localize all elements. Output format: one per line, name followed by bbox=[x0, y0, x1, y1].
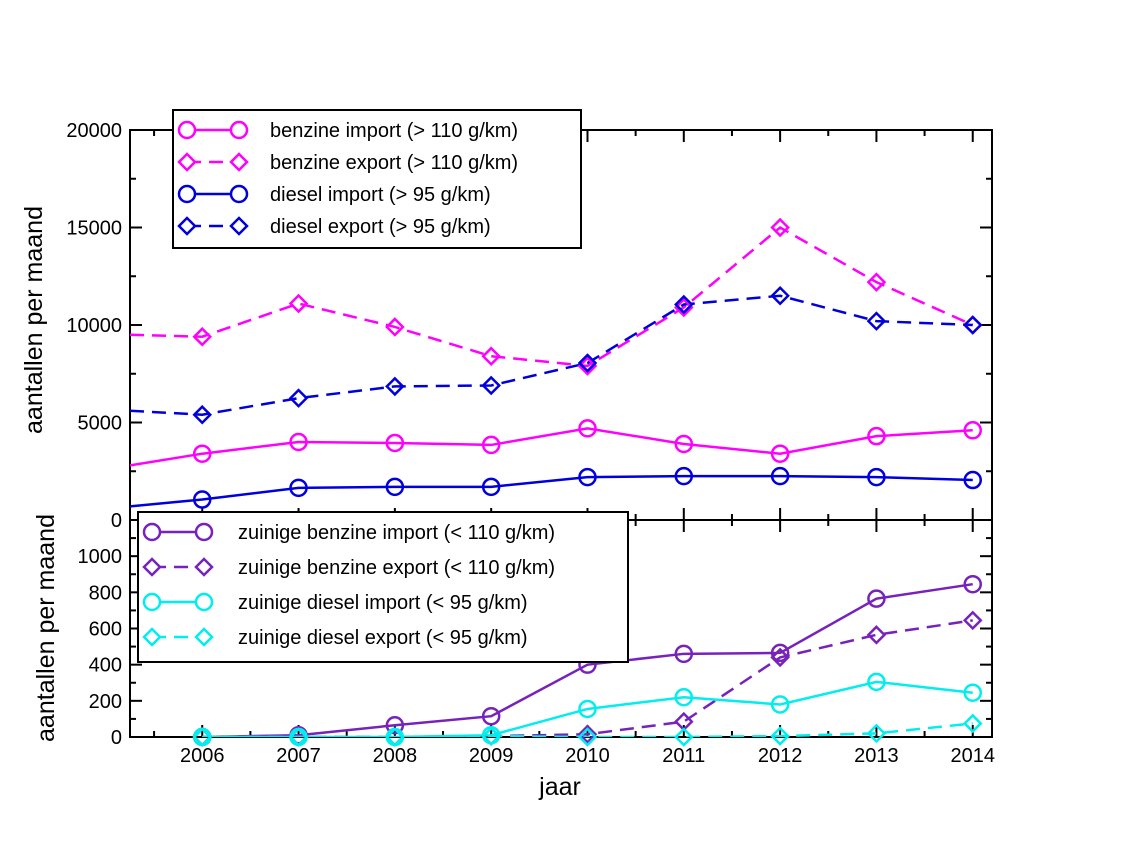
bottom-panel bbox=[78, 512, 995, 767]
top-y-tick-label: 10000 bbox=[66, 315, 122, 337]
top-legend-label: benzine export (> 110 g/km) bbox=[270, 152, 519, 174]
bottom-legend-marker bbox=[196, 594, 212, 610]
x-tick-label: 2008 bbox=[372, 745, 418, 767]
bottom-y-axis-label: aantallen per maand bbox=[32, 514, 60, 742]
top-legend-marker bbox=[231, 122, 247, 138]
bottom-y-tick-label: 400 bbox=[88, 654, 122, 677]
x-tick-label: 2011 bbox=[662, 745, 706, 767]
top-point-diamond bbox=[291, 296, 307, 312]
bottom-legend-marker bbox=[196, 524, 212, 540]
top-y-tick-label: 5000 bbox=[77, 412, 122, 435]
x-tick-label: 2010 bbox=[565, 745, 610, 767]
x-tick-label: 2007 bbox=[276, 745, 321, 767]
top-y-tick-label: 0 bbox=[110, 510, 122, 532]
top-series-group bbox=[130, 228, 973, 507]
top-series-line-3 bbox=[130, 296, 973, 415]
x-axis-label: jaar bbox=[539, 773, 581, 801]
top-panel bbox=[66, 110, 992, 532]
top-legend-label: diesel export (> 95 g/km) bbox=[270, 216, 491, 238]
bottom-y-tick-label: 600 bbox=[88, 618, 122, 641]
top-legend-marker bbox=[179, 122, 195, 138]
bottom-y-tick-label: 1000 bbox=[77, 546, 122, 569]
top-series-line-2 bbox=[130, 476, 973, 506]
bottom-y-tick-label: 200 bbox=[88, 690, 122, 713]
bottom-legend-label: zuinige benzine export (< 110 g/km) bbox=[238, 557, 556, 579]
x-tick-label: 2009 bbox=[468, 745, 514, 767]
bottom-legend-label: zuinige diesel export (< 95 g/km) bbox=[238, 627, 528, 649]
bottom-point-diamond bbox=[868, 627, 884, 643]
top-y-tick-label: 20000 bbox=[66, 120, 122, 142]
bottom-legend-marker bbox=[144, 594, 160, 610]
top-legend-marker bbox=[231, 186, 247, 202]
x-tick-label: 2006 bbox=[179, 745, 225, 767]
x-tick-label: 2012 bbox=[757, 745, 803, 767]
x-tick-label: 2013 bbox=[854, 745, 899, 767]
bottom-legend-label: zuinige benzine import (< 110 g/km) bbox=[238, 522, 556, 544]
top-legend-label: diesel import (> 95 g/km) bbox=[270, 184, 491, 206]
x-tick-label: 2014 bbox=[950, 745, 995, 767]
bottom-legend-marker bbox=[144, 524, 160, 540]
top-series-line-0 bbox=[130, 428, 973, 465]
top-y-axis-label: aantallen per maand bbox=[20, 206, 48, 434]
bottom-legend-label: zuinige diesel import (< 95 g/km) bbox=[238, 592, 528, 614]
top-legend-label: benzine import (> 110 g/km) bbox=[270, 120, 519, 142]
top-legend-marker bbox=[179, 186, 195, 202]
top-y-tick-label: 15000 bbox=[66, 217, 122, 240]
bottom-y-tick-label: 0 bbox=[110, 727, 122, 749]
bottom-y-tick-label: 800 bbox=[88, 582, 122, 605]
